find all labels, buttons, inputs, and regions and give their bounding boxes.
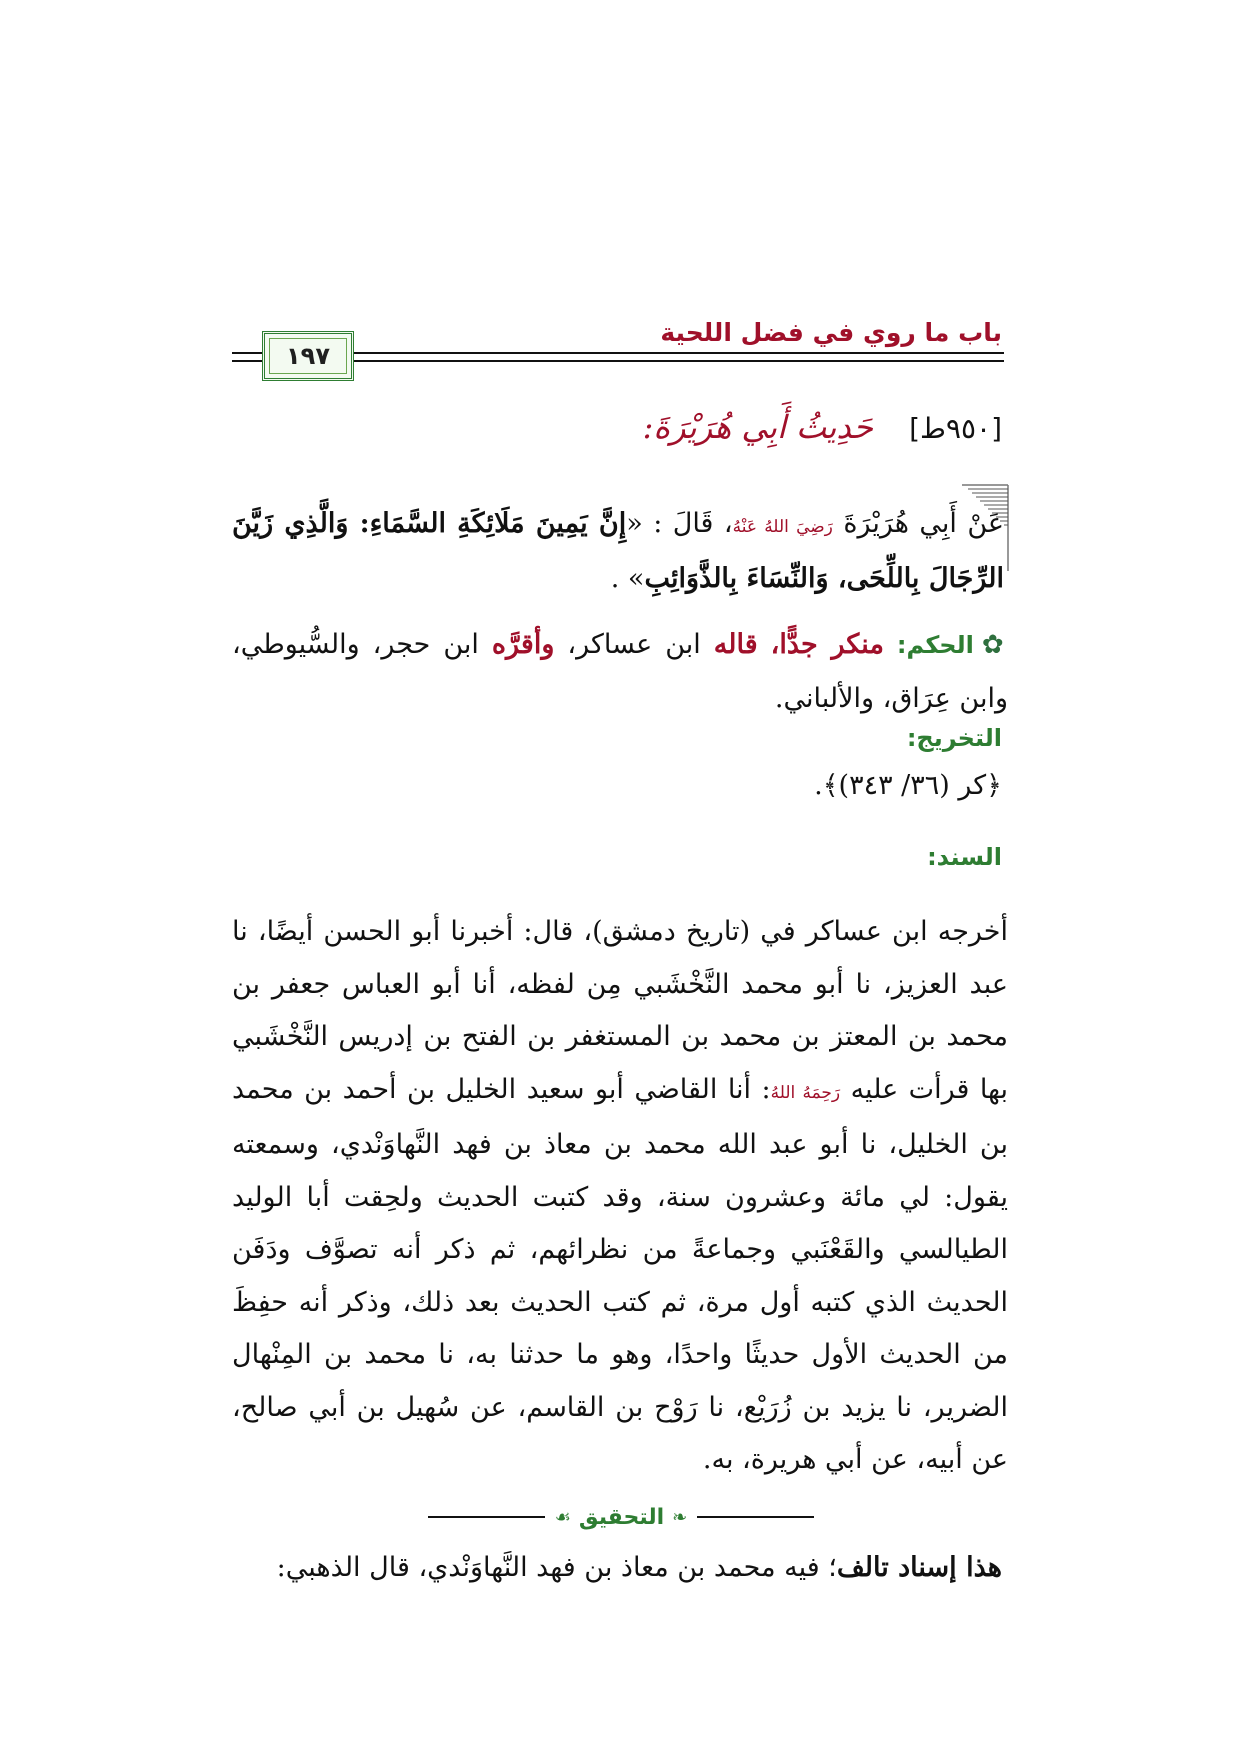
hadith-heading: [643, 408, 1002, 446]
ruling-said-by: قاله: [713, 629, 758, 660]
separator-line: [697, 1516, 814, 1518]
ornament-icon: ☙: [554, 1506, 571, 1528]
sanad-text-part1: أخرجه ابن عساكر في (تاريخ دمشق)، قال: أخبرنا أبو الحسن أيضًا، نا عبد العزيز، نا أبو محمد النَّخْشَبي مِن لفظه، أنا أبو العباس جعفر بن محمد بن المعتز بن محمد بن المستغفر بن الفتح بن إدريس النَّخْشَبي بها قرأت عليه: [232, 916, 1009, 1105]
flower-icon: ✿: [981, 630, 1009, 660]
tahqiq-rest: ؛ فيه محمد بن معاذ بن فهد النَّهاوَنْدي، قال الذهبي:: [276, 1552, 837, 1583]
hadith-intro: عَنْ أَبِي هُرَيْرَةَ: [843, 508, 1005, 539]
sanad-text-part2: : أنا القاضي أبو سعيد الخليل بن أحمد بن محمد بن الخليل، نا أبو عبد الله محمد بن معاذ بن فهد النَّهاوَنْدي، وسمعته يقول: لي مائة وعشرون سنة، وقد كتبت الحديث ولحِقت أبا الوليد الطيالسي والقَعْنَبي وجماعةً من نظرائهم، ثم ذكر أنه تصوَّف ودَفَن الحديث الذي كتبه أول مرة، ثم كتب الحديث بعد ذلك، وذكر أنه حفِظَ من الحديث الأول حديثًا واحدًا، وهو ما حدثنا به، نا محمد بن المِنْهال الضرير، نا يزيد بن زُرَيْع، نا رَوْح بن القاسم، عن سُهيل بن أبي صالح، عن أبيه، عن أبي هريرة، به.: [232, 1073, 1008, 1475]
ruling-affirmed: وأقرَّه: [491, 629, 555, 660]
ornament-icon: ❧: [672, 1506, 688, 1528]
honorific-glyph: رَضِيَ اللهُ عَنْهُ: [732, 517, 833, 537]
ruling-verdict: منكر جدًّا،: [770, 629, 884, 660]
honorific-rahimahullah: رَحِمَهُ اللهُ: [770, 1082, 841, 1103]
hadith-text: [232, 498, 1004, 605]
header-rule-left: [232, 352, 262, 354]
takhrij-reference: ﴿كر (٣٦/ ٣٤٣)﴾.: [814, 770, 1002, 801]
tahqiq-text: [232, 1542, 1002, 1594]
ruling-affirmed-by: ابن حجر، والسُّيوطي، وابن عِرَاق، والألباني.: [232, 629, 1008, 714]
hadith-said: ، قَالَ : «: [626, 508, 733, 539]
takhrij-heading: التخريج:: [906, 724, 1002, 752]
hadith-title: حَدِيثُ أَبِي هُرَيْرَةَ:: [642, 408, 873, 446]
page-number: ١٩٧: [286, 342, 330, 370]
page-number-badge: [262, 331, 354, 381]
hadith-close: » .: [610, 563, 645, 594]
tahqiq-separator: [422, 1497, 820, 1537]
hadith-number: [٩٥٠ط]: [909, 412, 1002, 445]
header-rule-left-2: [232, 360, 262, 362]
ruling-paragraph: [232, 618, 1008, 726]
header-rule-right: [354, 352, 1004, 354]
tahqiq-verdict: هذا إسناد تالف: [836, 1552, 1002, 1583]
hadith-matn: إِنَّ يَمِينَ مَلَائِكَةِ السَّمَاءِ: وَالَّذِي زَيَّنَ الرِّجَالَ بِاللِّحَى، وَالنِّسَاءَ بِالذَّوَائِبِ: [232, 508, 1004, 594]
sanad-text: [232, 906, 1008, 1487]
separator-line: [428, 1516, 545, 1518]
ruling-label: الحكم:: [896, 631, 974, 659]
ruling-said-by-names: ابن عساكر،: [567, 629, 701, 660]
header-rule-right-2: [354, 360, 1004, 362]
tahqiq-label: التحقيق: [578, 1504, 665, 1530]
chapter-title: باب ما روي في فضل اللحية: [660, 318, 1002, 347]
sanad-heading: السند:: [927, 843, 1002, 871]
